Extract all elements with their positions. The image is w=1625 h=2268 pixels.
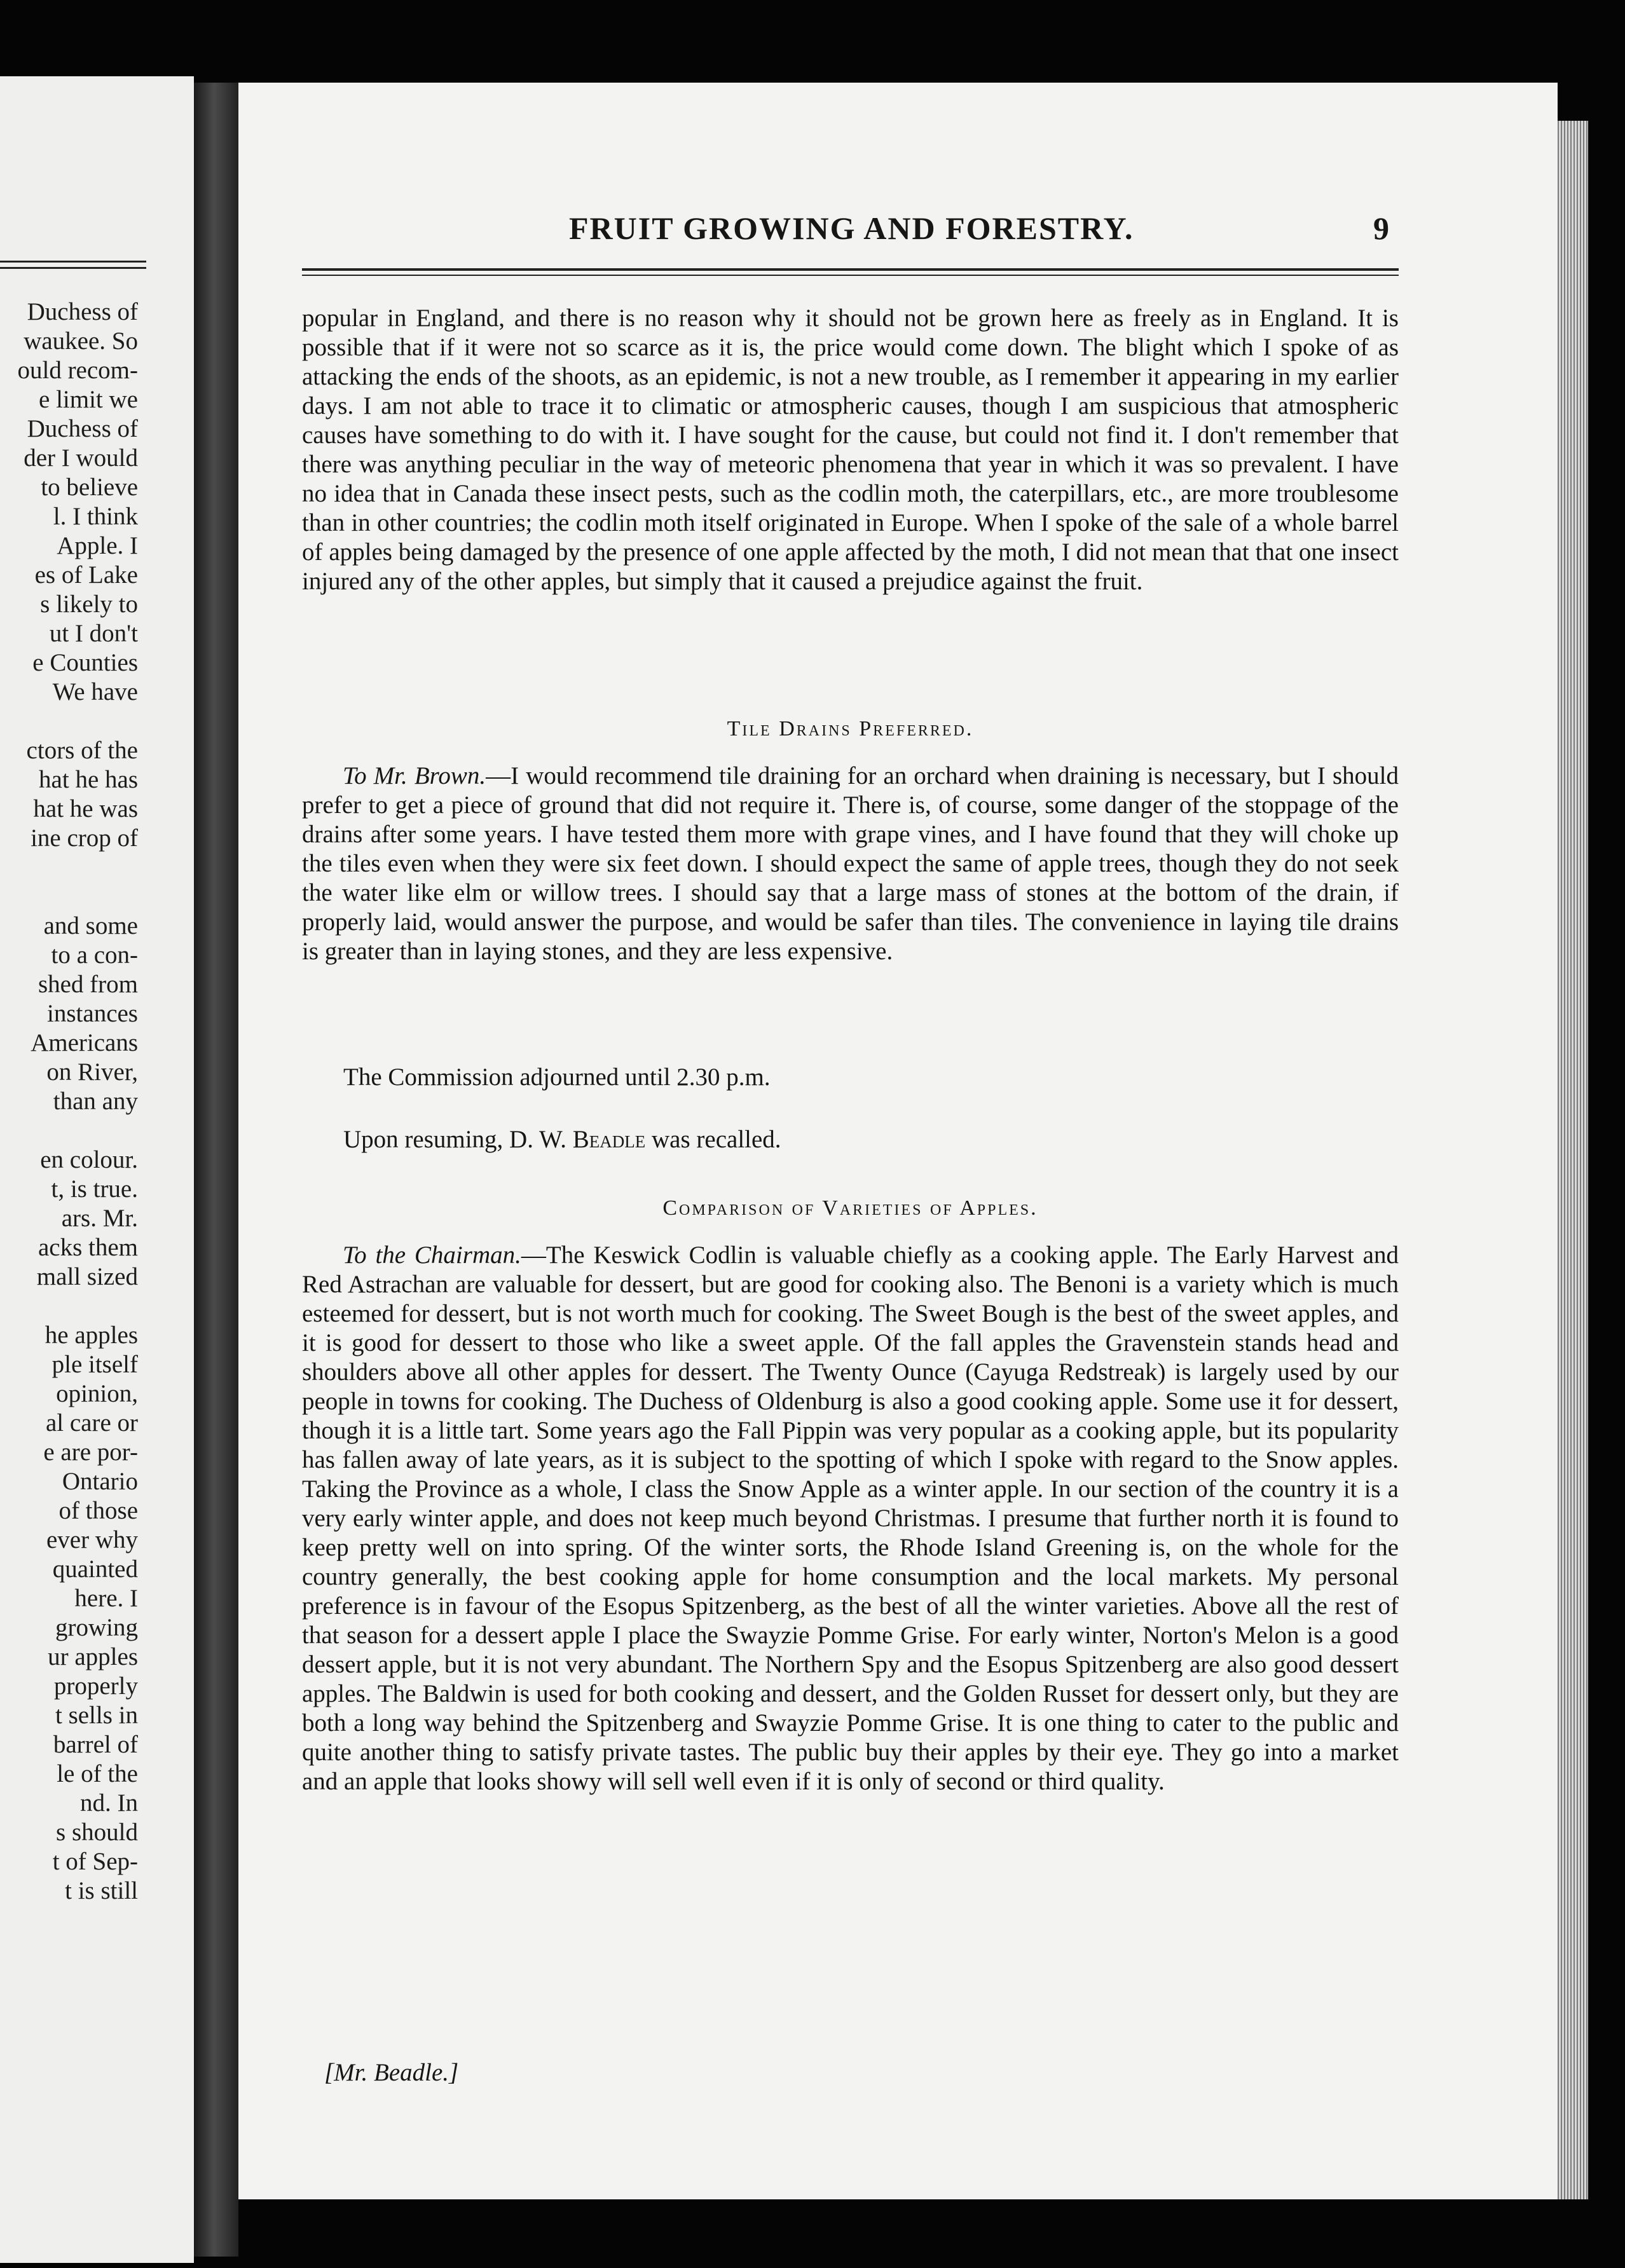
previous-page-line: es of Lake [34, 561, 138, 589]
paragraph-apple-varieties [302, 1241, 1399, 1796]
previous-page-line: growing [55, 1614, 138, 1641]
previous-page-rule [0, 267, 146, 269]
previous-page-line: ctors of the [26, 737, 138, 764]
previous-page-line: he apples [45, 1322, 138, 1349]
previous-page-line: on River, [46, 1058, 138, 1086]
previous-page-line: nd. In [80, 1789, 138, 1817]
previous-page-line: t sells in [55, 1702, 138, 1729]
previous-page-line: opinion, [56, 1380, 138, 1407]
previous-page-rule [0, 261, 146, 263]
page-stack-edge [1558, 121, 1588, 2218]
previous-page-line [17, 853, 138, 882]
previous-page-line: mall sized [36, 1263, 138, 1290]
previous-page-line: al care or [45, 1409, 138, 1437]
previous-page-line: and some [43, 912, 138, 939]
paragraph-body: —The Keswick Codlin is valuable chiefly as a cooking apple. The Early Harvest and Red Astrachan are valuable for dessert, but are good for cooking also. The Benoni is a variety which is much esteemed for dessert, but is not worth much for cooking. The Sweet Bough is the best of the sweet apples, and it is good for dessert to those who like a sweet apple. Of the fall apples the Gravenstein stands head and shoulders above all other apples for dessert. The Twenty Ounce (Cayuga Redstreak) is largely used by our people in towns for cooking. The Duchess of Oldenburg is also a good cooking apple. Some use it for dessert, though it is a little tart. Some years ago the Fall Pippin was very popular as a cooking apple, but its popularity has fallen away of late years, as it is subject to the spotting of which I spoke with regard to the Snow apples. Taking the Province as a whole, I class the Snow Apple as a winter apple. In our section of the country it is a very early winter apple, and does not keep much beyond Christmas. I presume that further north it is found to keep pretty well on into spring. Of the winter sorts, the Rhode Island Greening is, on the whole for the country generally, the best cooking apple for home consumption and the local markets. My personal preference is in favour of the Esopus Spitzenberg, as the best of all the winter varieties. Above all the rest of that season for a dessert apple I place the Swayzie Pomme Grise. For early winter, Norton's Melon is a good dessert apple, but it is not very abundant. The Northern Spy and the Esopus Spitzenberg are also good dessert apples. The Baldwin is used for both cooking and dessert, and the Golden Russet for dessert only, but they are both a long way behind the Spitzenberg and Swayzie Pomme Grise. It is one thing to cater to the public and quite another thing to satisfy private tastes. The public buy their apples by their eye. They go into a market and an apple that looks showy will sell well even if it is only of second or third quality. [302, 1241, 1399, 1795]
book-page [238, 83, 1558, 2199]
previous-page-line: ut I don't [49, 620, 138, 647]
book-gutter [194, 83, 238, 2257]
previous-page-line: le of the [57, 1760, 138, 1787]
previous-page-line: ple itself [51, 1351, 138, 1378]
previous-page-line: hat he was [33, 795, 138, 823]
previous-page-line: hat he has [39, 766, 138, 793]
previous-page-line: barrel of [53, 1731, 138, 1758]
previous-page-line [17, 1116, 138, 1145]
previous-page-line: properly [53, 1672, 138, 1700]
page-number: 9 [1373, 210, 1389, 246]
previous-page-line: t of Sep- [52, 1848, 138, 1875]
header-rule [302, 275, 1399, 276]
paragraph-tile-drains [302, 762, 1399, 966]
previous-page-line: here. I [74, 1585, 138, 1612]
previous-page-line [17, 882, 138, 912]
previous-page-line: ine crop of [31, 824, 138, 852]
previous-page-line: shed from [38, 971, 138, 998]
speaker-lead: To the Chairman. [343, 1241, 521, 1269]
previous-page-line: s should [56, 1819, 138, 1846]
previous-page-line: We have [52, 678, 138, 706]
previous-page-line: l. I think [53, 503, 138, 530]
previous-page-line: Duchess of [27, 298, 138, 325]
previous-page-line: instances [47, 1000, 138, 1027]
previous-page-line: s likely to [40, 591, 138, 618]
paragraph-body: —I would recommend tile draining for an orchard when draining is necessary, but I should prefer to get a piece of ground that did not require it. There is, of course, some danger of the stoppage of the drains after some years. I have tested them more with grape vines, and I have found that they will choke up the tiles even when they were six feet down. I should expect the same of apple trees, though they do not seek the water like elm or willow trees. I should say that a large mass of stones at the bottom of the drain, if properly laid, would answer the purpose, and would be safer than tiles. The convenience in laying tile drains is greater than in laying stones, and they are less expensive. [302, 762, 1399, 965]
previous-page-line: ur apples [48, 1643, 138, 1670]
previous-page-line: to a con- [51, 941, 138, 969]
resumption-note: Upon resuming, D. W. Beadle was recalled. [343, 1126, 781, 1153]
previous-page-line [17, 1292, 138, 1321]
previous-page-line: than any [53, 1088, 138, 1115]
previous-page-line: Apple. I [57, 532, 138, 559]
previous-page-line: e are por- [43, 1438, 138, 1466]
previous-page-line: e limit we [39, 386, 138, 413]
previous-page-line: ars. Mr. [61, 1205, 138, 1232]
adjournment-note: The Commission adjourned until 2.30 p.m. [343, 1063, 771, 1091]
previous-page-line: ever why [46, 1526, 138, 1554]
previous-page-line: of those [58, 1497, 138, 1524]
previous-page-fragment [0, 76, 194, 2263]
running-head: FRUIT GROWING AND FORESTRY. [569, 210, 1134, 246]
previous-page-line: to believe [41, 474, 138, 501]
previous-page-line: ould recom- [17, 357, 138, 384]
speaker-attribution: [Mr. Beadle.] [324, 2059, 459, 2086]
previous-page-line: acks them [38, 1234, 138, 1261]
paragraph-blight-and-insects: popular in England, and there is no reason why it should not be grown here as freely as in England. It is possible that if it were not so scarce as it is, the price would come down. The blight which I spoke of as attacking the ends of the shoots, as an epidemic, is not a new trouble, as I remember it appearing in my earlier days. I am not able to trace it to climatic or atmospheric causes, though I am suspicious that atmospheric causes have something to do with it. I have sought for the cause, but could not find it. I don't remember that there was anything peculiar in the way of meteoric phenomena that year in which it was so prevalent. I have no idea that in Canada these insect pests, such as the codlin moth, the caterpillars, etc., are more troublesome than in other countries; the codlin moth itself originated in Europe. When I spoke of the sale of a whole barrel of apples being damaged by the presence of one apple affected by the moth, I did not mean that that one insect injured any of the other apples, but simply that it caused a prejudice against the fruit. [302, 304, 1399, 595]
section-heading-apple-varieties: Comparison of Varieties of Apples. [662, 1196, 1038, 1220]
previous-page-text [17, 297, 138, 1906]
previous-page-line: der I would [24, 444, 138, 472]
speaker-lead: To Mr. Brown. [343, 762, 486, 789]
previous-page-line: Duchess of [27, 415, 138, 442]
previous-page-line: en colour. [40, 1146, 138, 1173]
previous-page-line: Americans [31, 1029, 138, 1056]
section-heading-tile-drains: Tile Drains Preferred. [727, 717, 974, 741]
previous-page-line: e Counties [32, 649, 138, 676]
previous-page-line: t, is true. [51, 1175, 138, 1203]
witness-name: Beadle [572, 1126, 646, 1153]
previous-page-line [17, 707, 138, 736]
previous-page-line: Ontario [62, 1468, 138, 1495]
scan-background [238, 2199, 1625, 2268]
header-rule [302, 268, 1399, 271]
previous-page-line: waukee. So [24, 327, 138, 355]
previous-page-line: quainted [52, 1555, 138, 1583]
previous-page-line: t is still [65, 1877, 138, 1904]
